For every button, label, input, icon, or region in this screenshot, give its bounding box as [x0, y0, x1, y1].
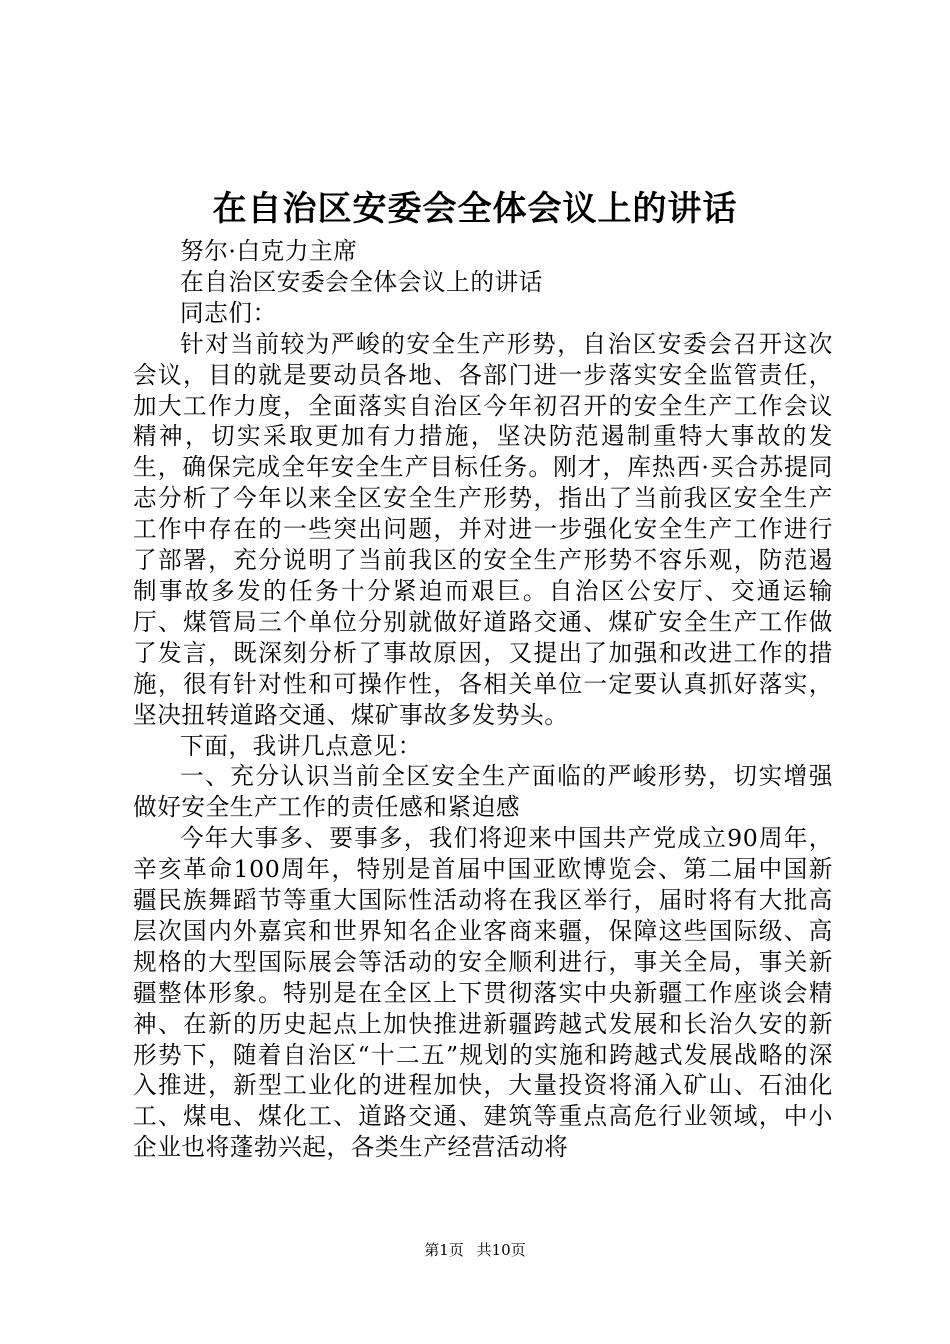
document-body: [133, 236, 833, 1163]
author-line: 努尔·白克力主席: [180, 237, 358, 265]
salutation: 同志们：: [180, 298, 277, 327]
paragraph: 下面，我讲几点意见：: [180, 731, 422, 760]
paragraph: 针对当前较为严峻的安全生产形势，自治区安委会召开这次会议，目的就是要动员各地、各部门进一步落实安全监管责任，加大工作力度，全面落实自治区今年初召开的安全生产工作会议精神，切实采取更加有力措施，坚决防范遏制重特大事故的发生，确保完成全年安全生产目标任务。刚才，库热西·买合苏提同志分析了今年以来全区安全生产形势，指出了当前我区安全生产工作中存在的一些突出问题，并对进一步强化安全生产工作进行了部署，充分说明了当前我区的安全生产形势不容乐观，防范遏制事故多发的任务十分紧迫而艰巨。自治区公安厅、交通运输厅、煤管局三个单位分别就做好道路交通、煤矿安全生产工作做了发言，既深刻分析了事故原因，又提出了加强和改进工作的措施，很有针对性和可操作性，各相关单位一定要认真抓好落实，坚决扭转道路交通、煤矿事故多发势头。: [133, 329, 833, 729]
page-footer: [0, 1240, 950, 1260]
page-total: 共10页: [476, 1241, 526, 1259]
page-number: 第1页: [424, 1241, 464, 1259]
section-heading: 一、充分认识当前全区安全生产面临的严峻形势，切实增强做好安全生产工作的责任感和紧迫感: [133, 762, 833, 822]
paragraph: 今年大事多、要事多，我们将迎来中国共产党成立90周年，辛亥革命100周年，特别是首届中国亚欧博览会、第二届中国新疆民族舞蹈节等重大国际性活动将在我区举行，届时将有大批高层次国内外嘉宾和世界知名企业客商来疆，保障这些国际级、高规格的大型国际展会等活动的安全顺利进行，事关全局，事关新疆整体形象。特别是在全区上下贯彻落实中央新疆工作座谈会精神、在新的历史起点上加快推进新疆跨越式发展和长治久安的新形势下，随着自治区“十二五”规划的实施和跨越式发展战略的深入推进，新型工业化的进程加快，大量投资将涌入矿山、石油化工、煤电、煤化工、道路交通、建筑等重点高危行业领域，中小企业也将蓬勃兴起，各类生产经营活动将: [133, 824, 833, 1162]
subtitle-line: 在自治区安委会全体会议上的讲话: [180, 267, 543, 296]
document-title: 在自治区安委会全体会议上的讲话: [212, 189, 738, 229]
